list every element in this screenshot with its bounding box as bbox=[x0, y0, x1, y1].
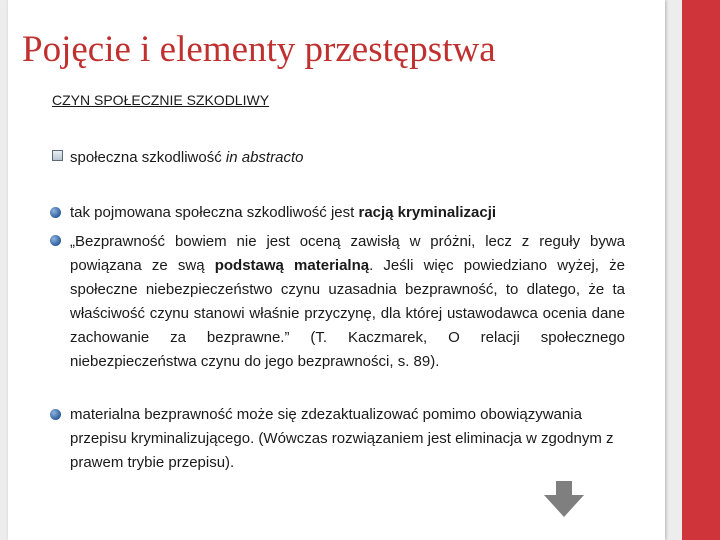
checkbox-bullet-icon bbox=[52, 150, 63, 161]
bullet-1-bold: racją kryminalizacji bbox=[358, 204, 497, 221]
section-subheading: CZYN SPOŁECZNIE SZKODLIWY bbox=[52, 92, 270, 108]
sphere-bullet-icon bbox=[50, 409, 61, 420]
accent-bar bbox=[682, 0, 720, 540]
down-arrow-icon[interactable] bbox=[544, 481, 584, 517]
question-list-item bbox=[52, 148, 303, 167]
slide-title: Pojęcie i elementy przestępstwa bbox=[22, 29, 496, 70]
bullet-item-3: materialna bezprawność może się zdezaktualizować pomimo obowiązywania przepisu kryminalizującego. (Wówczas rozwiązaniem jest eliminacja w zgodnym z prawem trybie przepisu). bbox=[70, 406, 614, 471]
bullet-item-2 bbox=[70, 230, 625, 374]
bullet-2-bold: podstawą materialną bbox=[214, 257, 370, 274]
question-italic-text: in abstracto bbox=[225, 149, 304, 166]
sphere-bullet-icon bbox=[50, 207, 61, 218]
sphere-bullet-icon bbox=[50, 235, 61, 246]
bullet-1-text: tak pojmowana społeczna szkodliwość jest bbox=[70, 204, 359, 221]
bullet-2-text: „Bezprawność bowiem nie jest oceną zawisłą w próżni, lecz z reguły bywa powiązana ze swą bbox=[70, 233, 625, 274]
question-text: społeczna szkodliwość bbox=[70, 149, 226, 166]
bullet-item-1 bbox=[70, 201, 625, 225]
bullet-2-text-continued: . Jeśli więc powiedziano wyżej, że społeczne niebezpieczeństwo czynu uzasadnia bezprawność, to dlatego, że ta właściwość czynu stanowi właśnie przyczynę, dla której ustawodawca ocenia dane zachowanie za bezprawne.” (T. Kaczmarek, O relacji społecznego niebezpieczeństwa czynu do jego bezprawności, s. 89). bbox=[70, 257, 625, 370]
